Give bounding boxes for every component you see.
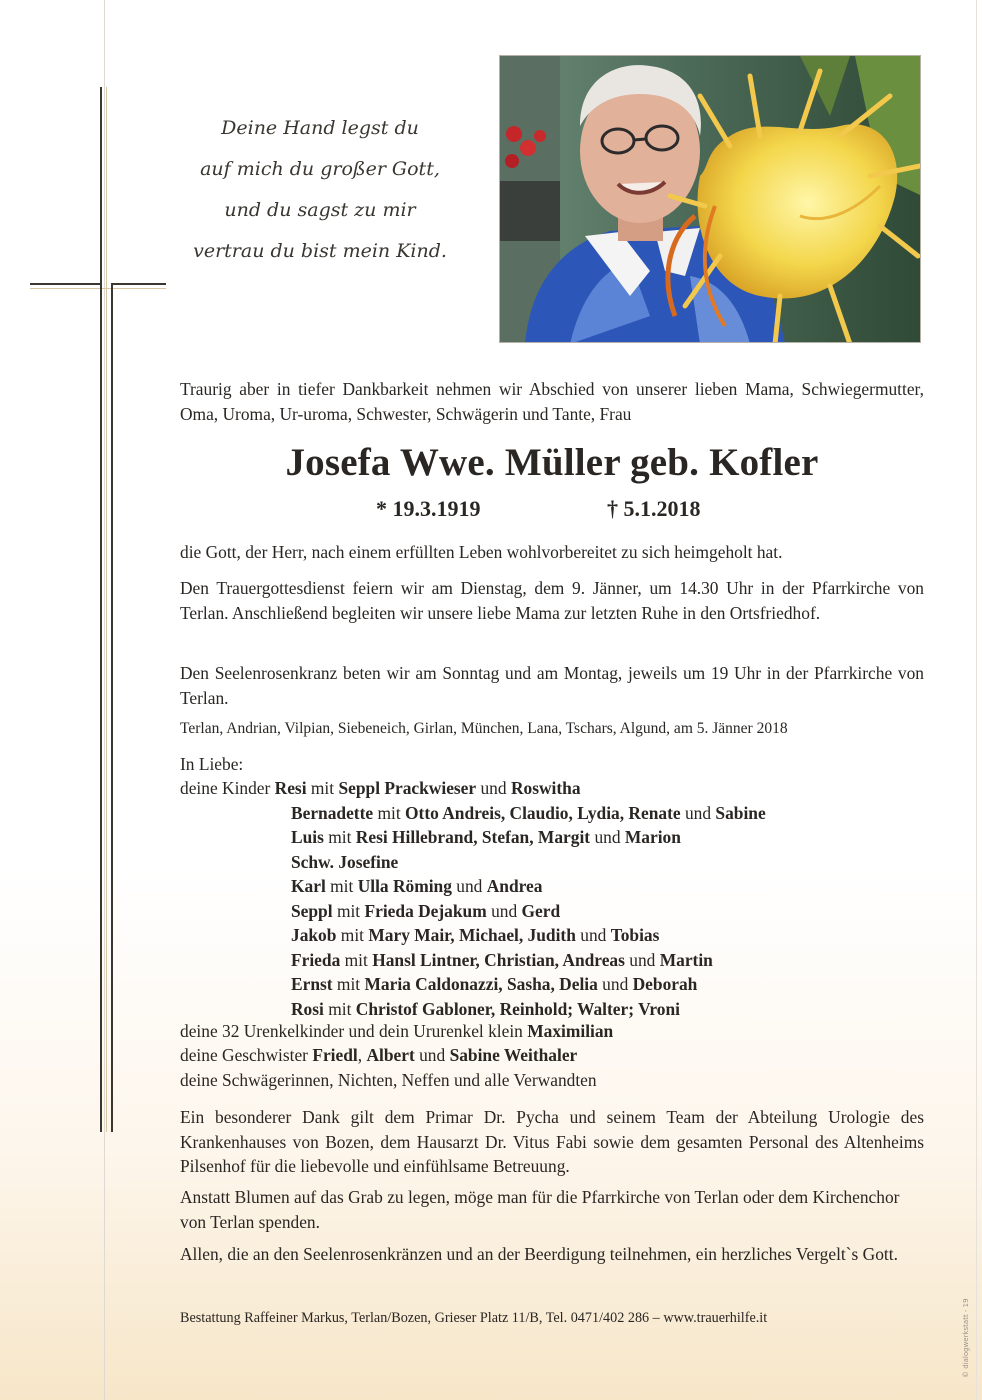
family-connector: mit	[377, 802, 401, 823]
death-date: † 5.1.2018	[607, 496, 701, 521]
family-connector: mit	[310, 778, 335, 798]
family-connector: mit	[344, 949, 368, 970]
family-connector: und	[602, 974, 629, 994]
kinder-prefix: deine Kinder	[180, 778, 275, 798]
life-dates	[0, 496, 982, 526]
poem-line: auf mich du großer Gott,	[200, 158, 440, 180]
poem-line: Deine Hand legst du	[221, 117, 419, 139]
family-connector: und	[629, 949, 656, 970]
family-name: Karl	[291, 876, 326, 896]
family-name: Frieda Dejakum	[364, 900, 487, 921]
family-row	[291, 997, 680, 1022]
family-name: Jakob	[291, 925, 337, 945]
poem-line: und du sagst zu mir	[224, 199, 416, 221]
family-connector: mit	[336, 900, 361, 921]
family-row	[291, 874, 542, 899]
places-and-date: Terlan, Andrian, Vilpian, Siebeneich, Girlan, München, Lana, Tschars, Algund, am 5. Jänner 2018	[180, 720, 788, 737]
paragraph-trauergottesdienst: Den Trauergottesdienst feiern wir am Dienstag, dem 9. Jänner, um 14.30 Uhr in der Pfarrkirche von Terlan. Anschließend begleiten wir unsere liebe Mama zur letzten Ruhe in den Ortsfriedhof.	[180, 578, 924, 623]
family-row	[291, 899, 560, 924]
paragraph-dank: Ein besonderer Dank gilt dem Primar Dr. Pycha und seinem Team der Abteilung Urologie des Krankenhauses von Bozen, dem Hausarzt Dr. Vitus Fabi sowie dem gesamten Personal des Altenheims Pilsenhof für die liebevolle und einfühlsame Betreuung.	[180, 1107, 924, 1176]
family-connector: und	[456, 876, 483, 896]
family-name: Sabine	[715, 802, 766, 823]
family-name: Seppl Prackwieser	[338, 778, 477, 798]
family-name: Luis	[291, 827, 324, 847]
family-name: Gerd	[521, 900, 561, 921]
family-connector: mit	[328, 827, 352, 847]
poem-line: vertrau du bist mein Kind.	[193, 240, 447, 262]
intro-paragraph: Traurig aber in tiefer Dankbarkeit nehmen wir Abschied von unserer lieben Mama, Schwiegermutter, Oma, Uroma, Ur-uroma, Schwester, Schwägerin und Tante, Frau	[180, 379, 924, 424]
family-connector: mit	[336, 974, 361, 994]
family-name: Mary Mair, Michael, Judith	[368, 925, 576, 945]
family-row	[291, 948, 713, 973]
family-name: Otto Andreis, Claudio, Lydia, Renate	[405, 802, 681, 823]
family-connector: und	[480, 778, 507, 798]
family-name: Rosi	[291, 998, 324, 1019]
family-name: Bernadette	[291, 802, 374, 823]
family-name: Deborah	[632, 974, 698, 994]
print-credit: © dialogwerkstatt - 19	[962, 1298, 970, 1378]
paragraph-spenden: Anstatt Blumen auf das Grab zu legen, möge man für die Pfarrkirche von Terlan oder dem Kirchenchor von Terlan spenden.	[180, 1187, 900, 1232]
family-name: Hansl Lintner, Christian, Andreas	[372, 949, 625, 970]
deceased-name: Josefa Wwe. Müller geb. Kofler	[285, 441, 819, 484]
paragraph-seelenrosenkranz: Den Seelenrosenkranz beten wir am Sonntag und am Montag, jeweils um 19 Uhr in der Pfarrkirche von Terlan.	[180, 663, 924, 708]
family-row	[291, 850, 398, 875]
verwandte-line: deine Schwägerinnen, Nichten, Neffen und alle Verwandten	[180, 1070, 597, 1090]
family-name: Roswitha	[510, 778, 581, 798]
family-name: Ulla Röming	[357, 876, 452, 896]
family-row	[180, 776, 581, 801]
family-connector: und	[594, 827, 621, 847]
paragraph-heimgeholt: die Gott, der Herr, nach einem erfüllten Leben wohlvorbereitet zu sich heimgeholt hat.	[180, 542, 783, 562]
family-name: Andrea	[486, 876, 543, 896]
family-row	[291, 801, 766, 826]
family-connector: mit	[330, 876, 354, 896]
family-name: Martin	[659, 949, 713, 970]
portrait-photo	[499, 55, 921, 343]
family-row	[291, 923, 659, 948]
footer-funeral-home: Bestattung Raffeiner Markus, Terlan/Bozen, Grieser Platz 11/B, Tel. 0471/402 286 – www.trauerhilfe.it	[180, 1310, 768, 1326]
birth-date: * 19.3.1919	[376, 496, 481, 521]
family-name: Marion	[624, 827, 681, 847]
family-name: Schw. Josefine	[291, 851, 399, 872]
right-margin-rule	[976, 0, 977, 1400]
geschwister-line: deine Geschwister Friedl, Albert und Sabine Weithaler	[180, 1045, 578, 1065]
family-row	[291, 825, 681, 850]
family-name: Resi Hillebrand, Stefan, Margit	[355, 827, 591, 847]
family-row	[291, 972, 697, 997]
paragraph-vergelts-gott: Allen, die an den Seelenrosenkränzen und an der Beerdigung teilnehmen, ein herzliches Vergelt`s Gott.	[180, 1244, 898, 1264]
family-name: Frieda	[291, 949, 341, 970]
family-name: Maria Caldonazzi, Sasha, Delia	[364, 974, 598, 994]
family-name: Seppl	[291, 900, 333, 921]
family-connector: mit	[328, 998, 352, 1019]
family-connector: und	[491, 900, 518, 921]
family-connector: mit	[340, 925, 364, 945]
family-connector: und	[580, 925, 607, 945]
left-margin-rule	[104, 0, 105, 1400]
in-liebe-label: In Liebe:	[180, 754, 244, 774]
family-name: Resi	[274, 778, 307, 798]
family-name: Christof Gabloner, Reinhold; Walter; Vroni	[355, 998, 680, 1019]
urenkel-line: deine 32 Urenkelkinder und dein Ururenkel klein Maximilian	[180, 1021, 614, 1041]
family-connector: und	[684, 802, 712, 823]
family-name: Ernst	[291, 974, 333, 994]
family-name: Tobias	[610, 925, 660, 945]
poem	[170, 108, 470, 272]
